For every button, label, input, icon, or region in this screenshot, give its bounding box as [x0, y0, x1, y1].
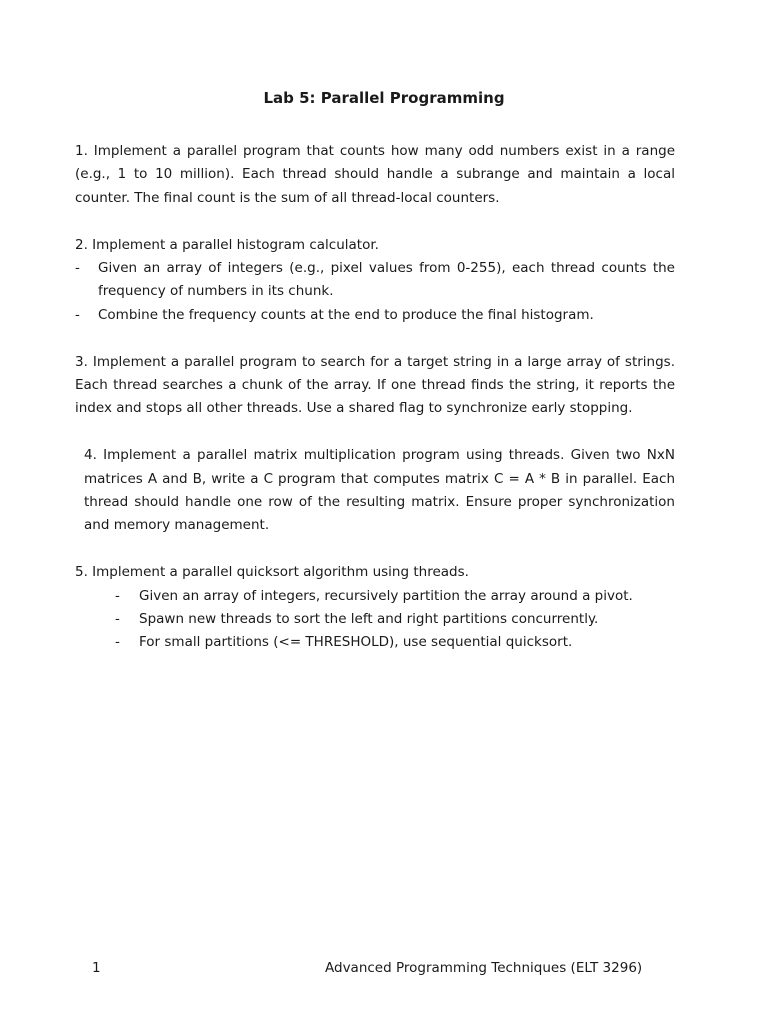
- question-4: 4. Implement a parallel matrix multiplication program using threads. Given two NxN matrices A and B, write a C program that computes matrix C = A * B in parallel. Each thread should handle one row of the resulting matrix. Ensure proper synchronization and memory management.: [84, 447, 675, 534]
- bullet-text: Given an array of integers, recursively partition the array around a pivot.: [139, 587, 633, 604]
- spacer: [75, 538, 675, 561]
- bullet-text: For small partitions (<= THRESHOLD), use sequential quicksort.: [139, 634, 573, 651]
- bullet-dash: -: [115, 611, 120, 628]
- page-number: 1: [92, 960, 101, 976]
- bullet-text: Combine the frequency counts at the end to produce the final histogram.: [98, 306, 594, 323]
- list-item: [75, 257, 675, 304]
- lab-content: [75, 140, 675, 655]
- spacer: [75, 421, 675, 444]
- list-item: [115, 585, 675, 608]
- question-1: 1. Implement a parallel program that counts how many odd numbers exist in a range (e.g., 1 to 10 million). Each thread should handle a subrange and maintain a local counter. The final count is the sum of all thread-local counters.: [75, 143, 675, 206]
- bullet-dash: -: [115, 634, 120, 651]
- bullet-dash: -: [75, 306, 80, 323]
- page-title: Lab 5: Parallel Programming: [263, 89, 505, 107]
- bullet-dash: -: [75, 260, 80, 277]
- spacer: [75, 327, 675, 350]
- list-item: [115, 608, 675, 631]
- question-2: 2. Implement a parallel histogram calculator.: [75, 236, 379, 253]
- question-5: 5. Implement a parallel quicksort algorithm using threads.: [75, 564, 469, 581]
- list-item: [75, 304, 675, 327]
- course-name: Advanced Programming Techniques (ELT 3296): [325, 960, 643, 976]
- bullet-text: Spawn new threads to sort the left and right partitions concurrently.: [139, 611, 599, 628]
- spacer: [75, 210, 675, 233]
- bullet-text: Given an array of integers (e.g., pixel values from 0-255), each thread counts the frequency of numbers in its chunk.: [98, 260, 675, 300]
- list-item: [115, 631, 675, 654]
- question-5-list: [115, 585, 675, 655]
- question-3: 3. Implement a parallel program to search for a target string in a large array of strings. Each thread searches a chunk of the array. If one thread finds the string, it reports the index and stops all other threads. Use a shared flag to synchronize early stopping.: [75, 353, 675, 417]
- bullet-dash: -: [115, 587, 120, 604]
